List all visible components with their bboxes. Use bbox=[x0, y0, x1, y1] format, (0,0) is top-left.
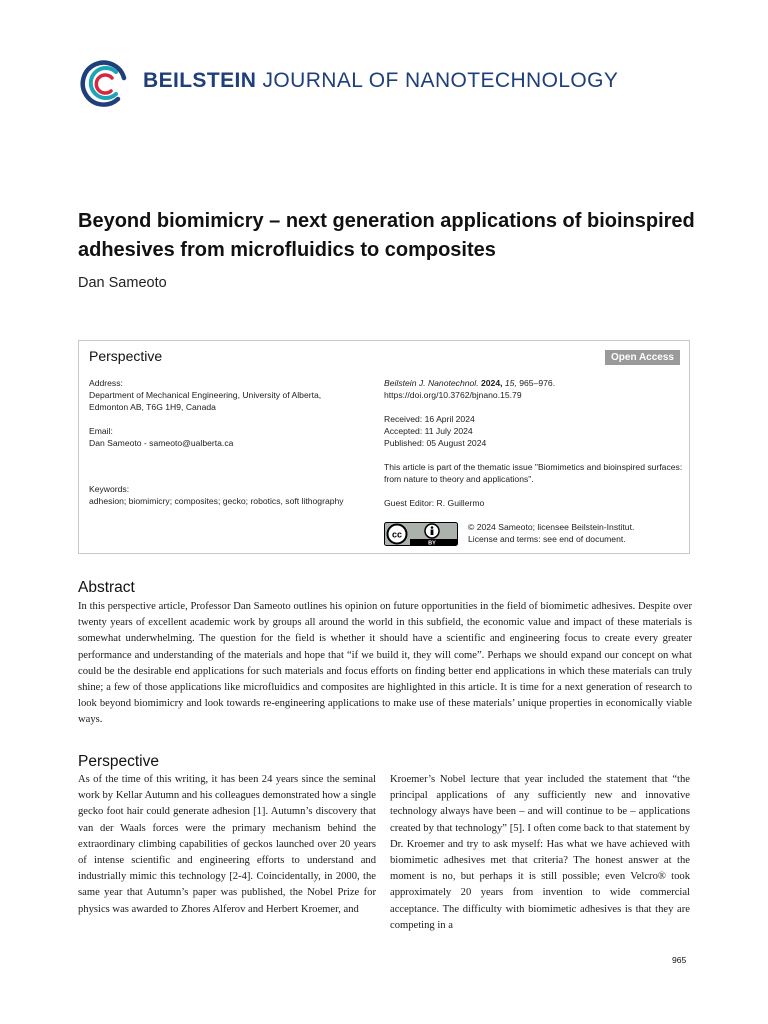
citation-journal: Beilstein J. Nanotechnol. bbox=[384, 378, 479, 388]
citation-column bbox=[384, 377, 684, 509]
citation-pages: 965–976. bbox=[519, 378, 556, 388]
citation bbox=[384, 377, 684, 389]
perspective-heading: Perspective bbox=[78, 753, 159, 770]
svg-text:cc: cc bbox=[391, 529, 403, 540]
article-type-label: Perspective bbox=[89, 348, 163, 364]
article-title: Beyond biomimicry – next generation applications of bioinspired adhesives from microfluidics to composites bbox=[78, 210, 695, 261]
journal-title-bold: BEILSTEIN bbox=[143, 69, 257, 92]
cc-by-license-icon[interactable] bbox=[384, 522, 458, 546]
received-date: Received: 16 April 2024 bbox=[384, 414, 475, 424]
address-line-1: Department of Mechanical Engineering, University of Alberta, bbox=[89, 390, 322, 400]
email-label: Email: bbox=[89, 426, 113, 436]
citation-year: 2024, bbox=[480, 378, 503, 388]
body-column-left: As of the time of this writing, it has been 24 years since the seminal work by Kellar Autumn and his colleagues demonstrated how a single gecko foot hair could generate adhesion [1]. Autumn’s discovery that van der Waals forces were the primary mechanism behind the extraordinary climbing capabilities of geckos launched over 20 years of intense scientific and engineering efforts to understand and industrially mimic this technology [2-4]. Coincidentally, in 2000, the same year that Autumn’s paper was published, the Nobel Prize for physics was awarded to Zhores Alferov and Herbert Kroemer, and bbox=[78, 774, 376, 915]
address-label: Address: bbox=[89, 378, 123, 388]
doi-link[interactable]: https://doi.org/10.3762/bjnano.15.79 bbox=[384, 390, 522, 400]
journal-title-rest: JOURNAL OF NANOTECHNOLOGY bbox=[256, 69, 619, 92]
thematic-issue-note: This article is part of the thematic issue "Biomimetics and bioinspired surfaces: from nature to theory and applications". bbox=[384, 462, 683, 484]
accepted-date: Accepted: 11 July 2024 bbox=[384, 426, 473, 436]
open-access-badge: Open Access bbox=[605, 350, 680, 365]
journal-title bbox=[143, 69, 618, 93]
body-column-right: Kroemer’s Nobel lecture that year included the statement that “the principal applications of any sufficiently new and innovative technology always have been – and will continue to be – applications created by that technology” [5]. I often come back to that statement by Dr. Kroemer and try to ask myself: Has what we have achieved with biomimetic adhesives met that criteria? The honest answer at the moment is no, but perhaps it is still possible; even Velcro® took approximately 20 years from invention to wide commercial acceptance. The difficulty with biomimetic adhesives is that they are competing in a bbox=[390, 774, 690, 931]
guest-editor: Guest Editor: R. Guillermo bbox=[384, 498, 485, 508]
article-author: Dan Sameoto bbox=[78, 275, 167, 291]
keywords-list: adhesion; biomimicry; composites; gecko; robotics, soft lithography bbox=[89, 496, 344, 506]
cc-badge-label: BY bbox=[428, 540, 436, 546]
abstract-body: In this perspective article, Professor Dan Sameoto outlines his opinion on future opportunities in the field of biomimetic adhesives. Despite over twenty years of excellent academic work by groups all around the world in this subfield, the economic value and impact of these materials is somewhat underwhelming. The question for the field is whether it should have a scientific and engineering focus to create every greater performance and understanding of the materials and hope that “if we build it, they will come”. Perhaps we should expand our concept on what could be the desirable end applications for such materials and focus efforts on finding better end applications in which these materials can truly shine; a few of those applications like microfluidics and composites are highlighted in this article. It is time for a next generation of research to look beyond biomimicry and look towards re-engineering applications to make use of these materials’ unique properties in economically viable ways. bbox=[78, 601, 692, 726]
copyright-line: © 2024 Sameoto; licensee Beilstein-Institut. bbox=[468, 522, 635, 532]
abstract-heading: Abstract bbox=[78, 579, 135, 596]
published-date: Published: 05 August 2024 bbox=[384, 438, 487, 448]
license-line: License and terms: see end of document. bbox=[468, 534, 626, 544]
address-line-2: Edmonton AB, T6G 1H9, Canada bbox=[89, 402, 216, 412]
journal-logo-icon bbox=[78, 58, 130, 110]
page-number: 965 bbox=[672, 955, 687, 965]
author-info-column bbox=[89, 377, 374, 507]
keywords-label: Keywords: bbox=[89, 484, 130, 494]
article-info-box bbox=[78, 340, 690, 554]
author-email[interactable]: Dan Sameoto - sameoto@ualberta.ca bbox=[89, 438, 234, 448]
license-info bbox=[468, 521, 688, 545]
citation-volume: 15, bbox=[504, 378, 517, 388]
